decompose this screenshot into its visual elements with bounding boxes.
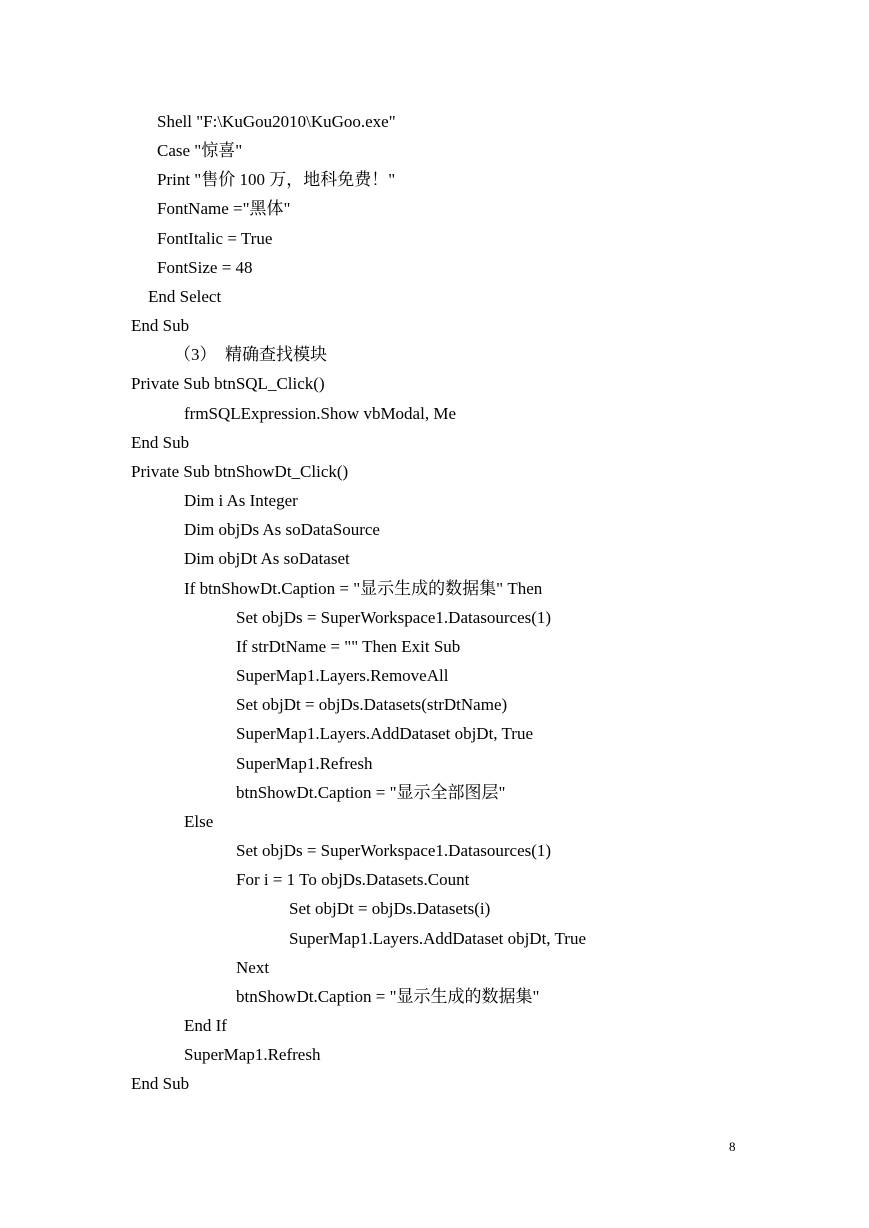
code-line: SuperMap1.Refresh <box>184 1045 321 1064</box>
code-line: For i = 1 To objDs.Datasets.Count <box>236 870 470 889</box>
code-line: End Select <box>148 287 222 306</box>
code-line: Set objDs = SuperWorkspace1.Datasources(1) <box>236 608 552 627</box>
page-number: 8 <box>729 1139 736 1154</box>
section-heading: （3） 精确查找模块 <box>174 345 327 364</box>
code-line: End Sub <box>131 316 190 335</box>
code-line: SuperMap1.Layers.AddDataset objDt, True <box>236 724 533 743</box>
code-line: End Sub <box>131 433 190 452</box>
code-line: btnShowDt.Caption = "显示全部图层" <box>236 783 506 802</box>
code-line: Dim objDs As soDataSource <box>184 520 380 539</box>
code-line: End If <box>184 1016 227 1035</box>
code-line: FontName ="黑体" <box>157 199 291 218</box>
code-line: Else <box>184 812 214 831</box>
code-line: Print "售价 100 万，地科免费！" <box>157 170 396 189</box>
code-line: If btnShowDt.Caption = "显示生成的数据集" Then <box>184 579 543 598</box>
code-line: Case "惊喜" <box>157 141 243 160</box>
code-line: Set objDs = SuperWorkspace1.Datasources(1) <box>236 841 552 860</box>
code-line: frmSQLExpression.Show vbModal, Me <box>184 404 456 423</box>
code-line: FontSize = 48 <box>157 258 253 277</box>
code-line: btnShowDt.Caption = "显示生成的数据集" <box>236 987 540 1006</box>
code-line: SuperMap1.Layers.AddDataset objDt, True <box>289 929 586 948</box>
code-line: Dim objDt As soDataset <box>184 549 350 568</box>
code-line: Shell "F:\KuGou2010\KuGoo.exe" <box>157 112 396 131</box>
code-line: Private Sub btnShowDt_Click() <box>131 462 349 481</box>
code-line: If strDtName = "" Then Exit Sub <box>236 637 461 656</box>
code-line: SuperMap1.Layers.RemoveAll <box>236 666 449 685</box>
code-line: SuperMap1.Refresh <box>236 754 373 773</box>
code-line: Set objDt = objDs.Datasets(strDtName) <box>236 695 508 714</box>
code-line: Private Sub btnSQL_Click() <box>131 374 325 393</box>
code-line: FontItalic = True <box>157 229 273 248</box>
code-line: Next <box>236 958 270 977</box>
code-line: Dim i As Integer <box>184 491 298 510</box>
code-line: Set objDt = objDs.Datasets(i) <box>289 899 491 918</box>
code-line: End Sub <box>131 1074 190 1093</box>
